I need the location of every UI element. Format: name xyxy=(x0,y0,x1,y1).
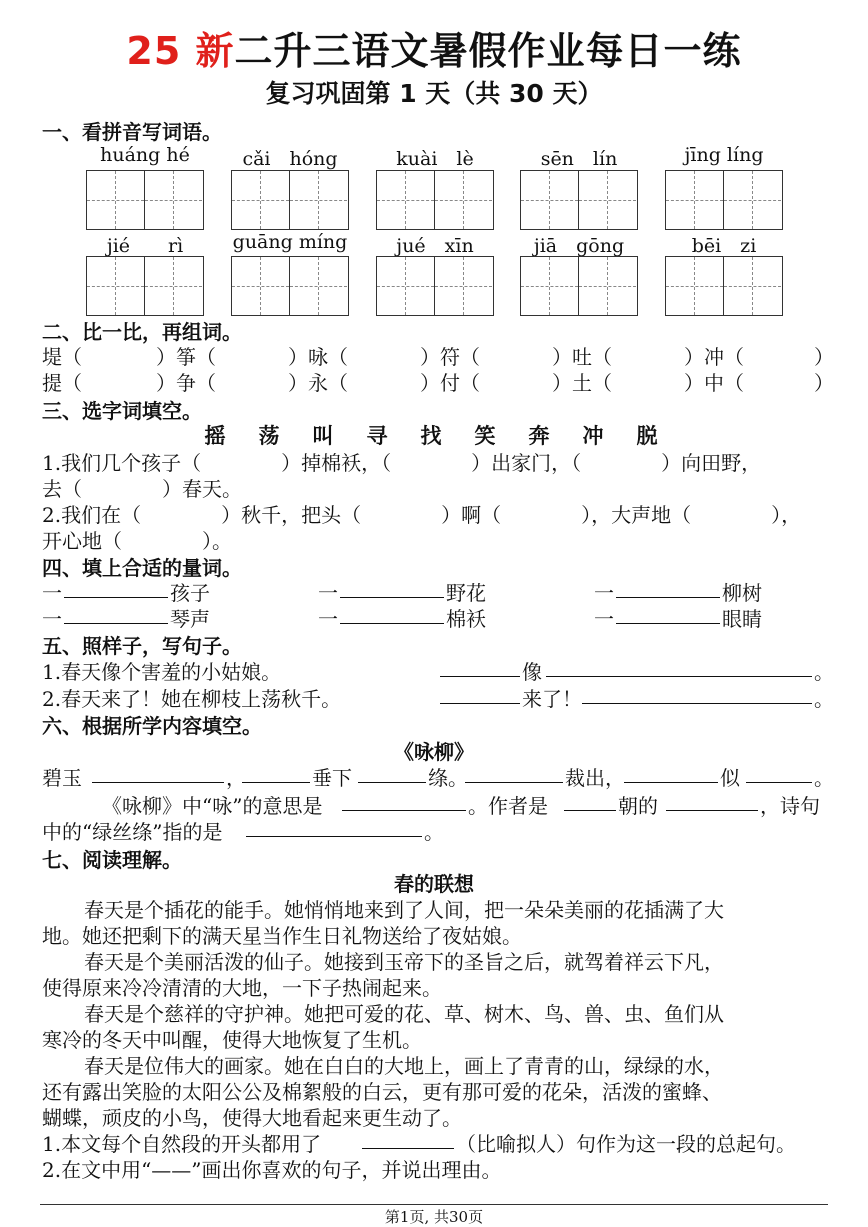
measure-noun: 棉袄 xyxy=(446,607,486,631)
grid-guide-vertical xyxy=(752,257,753,315)
poem-blank-4[interactable] xyxy=(465,782,563,783)
measure-prefix: 一 xyxy=(318,607,338,631)
grid-cell[interactable] xyxy=(377,257,435,315)
poem-l1-t4: 裁出， xyxy=(565,766,625,790)
poem-l2-t3: ，诗句 xyxy=(760,794,820,818)
measure-noun: 孩子 xyxy=(170,581,210,605)
s7-q1-blank[interactable] xyxy=(362,1148,454,1149)
grid-guide-vertical xyxy=(607,257,608,315)
pinyin-label: cǎi hóng xyxy=(242,148,338,170)
measure-prefix: 一 xyxy=(318,581,338,605)
grid-cell[interactable] xyxy=(145,257,202,315)
section6-heading: 六、根据所学内容填空。 xyxy=(42,714,262,738)
writing-grid[interactable] xyxy=(376,256,494,316)
grid-guide-vertical xyxy=(549,171,550,229)
measure-noun: 眼睛 xyxy=(722,607,762,631)
section1-heading: 一、看拼音写词语。 xyxy=(42,120,222,144)
article-title: 春的联想 xyxy=(394,872,474,896)
grid-cell[interactable] xyxy=(724,257,781,315)
grid-guide-vertical xyxy=(318,171,319,229)
page-subtitle: 复习巩固第 1 天（共 30 天） xyxy=(265,79,603,108)
poem-blank-1[interactable] xyxy=(92,782,224,783)
measure-noun: 柳树 xyxy=(722,581,762,605)
grid-cell[interactable] xyxy=(724,171,781,229)
grid-guide-vertical xyxy=(463,257,464,315)
compare-word-item: ）付（ xyxy=(420,371,480,395)
writing-grid[interactable] xyxy=(86,170,204,230)
poem-l2-t2: 朝的 xyxy=(618,794,658,818)
s7-q2: 2.在文中用“——”画出你喜欢的句子，并说出理由。 xyxy=(42,1158,502,1182)
grid-guide-vertical xyxy=(173,171,174,229)
grid-cell[interactable] xyxy=(435,171,492,229)
writing-grid[interactable] xyxy=(231,170,349,230)
compare-word-item: ） xyxy=(814,345,834,369)
poem-blank-7[interactable] xyxy=(342,810,466,811)
grid-guide-vertical xyxy=(752,171,753,229)
word-bank: 摇 荡 叫 寻 找 笑 奔 冲 脱 xyxy=(204,424,664,448)
measure-prefix: 一 xyxy=(42,581,62,605)
measure-prefix: 一 xyxy=(42,607,62,631)
s5-blank-2a[interactable] xyxy=(440,703,520,704)
title-number: 25 新 xyxy=(126,29,235,73)
measure-noun: 野花 xyxy=(446,581,486,605)
poem-l3-t0: 中的“绿丝绦”指的是 xyxy=(42,820,223,844)
s5-period1: 。 xyxy=(814,660,834,684)
grid-guide-vertical xyxy=(694,171,695,229)
s3-q2-line1: 2.我们在（ ）秋千，把头（ ）啊（ ），大声地（ ）， xyxy=(42,503,802,527)
measure-blank[interactable] xyxy=(616,597,720,598)
grid-guide-vertical xyxy=(173,257,174,315)
s5-blank-1a[interactable] xyxy=(440,676,520,677)
pinyin-label: jīng líng xyxy=(684,144,764,166)
poem-l1-t6: 。 xyxy=(814,766,834,790)
compare-word-item: ）中（ xyxy=(684,371,744,395)
writing-grid[interactable] xyxy=(665,256,783,316)
grid-guide-vertical xyxy=(318,257,319,315)
compare-word-item: ）永（ xyxy=(288,371,348,395)
compare-word-item: ） xyxy=(814,371,834,395)
pinyin-label: sēn lín xyxy=(540,148,618,170)
s5-period2: 。 xyxy=(814,687,834,711)
p3-line2: 寒冷的冬天中叫醒，使得大地恢复了生机。 xyxy=(42,1028,422,1052)
grid-cell[interactable] xyxy=(87,171,145,229)
grid-guide-vertical xyxy=(115,257,116,315)
s3-q2-line2: 开心地（ ）。 xyxy=(42,529,232,553)
measure-prefix: 一 xyxy=(594,607,614,631)
grid-cell[interactable] xyxy=(290,257,347,315)
grid-cell[interactable] xyxy=(290,171,347,229)
grid-cell[interactable] xyxy=(87,257,145,315)
writing-grid[interactable] xyxy=(520,170,638,230)
poem-l1-t2: 垂下 xyxy=(312,766,352,790)
writing-grid[interactable] xyxy=(520,256,638,316)
grid-cell[interactable] xyxy=(666,171,724,229)
grid-cell[interactable] xyxy=(579,257,636,315)
compare-word-item: 提（ xyxy=(42,371,82,395)
grid-cell[interactable] xyxy=(435,257,492,315)
footer-divider xyxy=(40,1204,828,1205)
poem-l1-t3: 绦。 xyxy=(428,766,468,790)
s5-blank-1b[interactable] xyxy=(546,676,812,677)
poem-blank-9[interactable] xyxy=(666,810,758,811)
pinyin-label: jué xīn xyxy=(396,235,474,257)
pinyin-label: jiā gōng xyxy=(533,235,625,257)
poem-title: 《咏柳》 xyxy=(394,740,474,764)
grid-cell[interactable] xyxy=(145,171,202,229)
grid-guide-vertical xyxy=(405,171,406,229)
pinyin-label: jié rì xyxy=(106,235,184,257)
grid-cell[interactable] xyxy=(232,171,290,229)
compare-word-item: ）冲（ xyxy=(684,345,744,369)
p2-line1: 春天是个美丽活泼的仙子。她接到玉帝下的圣旨之后，就驾着祥云下凡， xyxy=(84,950,724,974)
writing-grid[interactable] xyxy=(231,256,349,316)
p3-line1: 春天是个慈祥的守护神。她把可爱的花、草、树木、鸟、兽、虫、鱼们从 xyxy=(84,1002,724,1026)
p1-line1: 春天是个插花的能手。她悄悄地来到了人间，把一朵朵美丽的花插满了大 xyxy=(84,898,724,922)
grid-cell[interactable] xyxy=(232,257,290,315)
poem-l1-t5: 似 xyxy=(720,766,740,790)
grid-cell[interactable] xyxy=(521,257,579,315)
p2-line2: 使得原来冷冷清清的大地，一下子热闹起来。 xyxy=(42,976,442,1000)
grid-guide-vertical xyxy=(115,171,116,229)
section4-heading: 四、填上合适的量词。 xyxy=(42,556,242,580)
poem-l1-t1: ， xyxy=(226,766,246,790)
grid-guide-vertical xyxy=(260,171,261,229)
compare-word-item: ）争（ xyxy=(156,371,216,395)
pinyin-label: guāng míng xyxy=(232,231,348,253)
section5-heading: 五、照样子，写句子。 xyxy=(42,634,242,658)
p1-line2: 地。她还把剩下的满天星当作生日礼物送给了夜姑娘。 xyxy=(42,924,522,948)
compare-word-item: 堤（ xyxy=(42,345,82,369)
grid-guide-vertical xyxy=(607,171,608,229)
measure-blank[interactable] xyxy=(64,623,168,624)
poem-l2-t1: 。作者是 xyxy=(468,794,548,818)
p4-line3: 蝴蝶，顽皮的小鸟，使得大地看起来更生动了。 xyxy=(42,1106,462,1130)
section3-heading: 三、选字词填空。 xyxy=(42,399,202,423)
poem-blank-6[interactable] xyxy=(746,782,812,783)
measure-blank[interactable] xyxy=(616,623,720,624)
compare-word-item: ）咏（ xyxy=(288,345,348,369)
poem-l3-t1: 。 xyxy=(424,820,444,844)
p4-line2: 还有露出笑脸的太阳公公及棉絮般的白云，更有那可爱的花朵，活泼的蜜蜂、 xyxy=(42,1080,722,1104)
section7-heading: 七、阅读理解。 xyxy=(42,848,182,872)
title-text: 二升三语文暑假作业每日一练 xyxy=(234,29,742,73)
s5-example2: 2.春天来了！她在柳枝上荡秋千。 xyxy=(42,687,342,711)
s5-mid1: 像 xyxy=(522,660,542,684)
poem-blank-5[interactable] xyxy=(624,782,718,783)
measure-blank[interactable] xyxy=(64,597,168,598)
poem-l1-t0: 碧玉 xyxy=(42,766,82,790)
s7-q1a: 1.本文每个自然段的开头都用了 xyxy=(42,1132,322,1156)
measure-noun: 琴声 xyxy=(170,607,210,631)
grid-cell[interactable] xyxy=(579,171,636,229)
grid-guide-vertical xyxy=(549,257,550,315)
pinyin-label: bēi zi xyxy=(691,235,757,257)
grid-guide-vertical xyxy=(463,171,464,229)
grid-cell[interactable] xyxy=(377,171,435,229)
compare-word-item: ）土（ xyxy=(552,371,612,395)
measure-blank[interactable] xyxy=(340,623,444,624)
pinyin-label: huáng hé xyxy=(100,144,190,166)
p4-line1: 春天是位伟大的画家。她在白白的大地上，画上了青青的山，绿绿的水， xyxy=(84,1054,724,1078)
s3-q1-line1: 1.我们几个孩子（ ）掉棉袄，（ ）出家门，（ ）向田野， xyxy=(42,451,762,475)
page-footer: 第1页, 共30页 xyxy=(384,1208,484,1226)
grid-cell[interactable] xyxy=(521,171,579,229)
s3-q1-line2: 去（ ）春天。 xyxy=(42,477,242,501)
s7-q1b: （比喻拟人）句作为这一段的总起句。 xyxy=(456,1132,796,1156)
compare-word-item: ）符（ xyxy=(420,345,480,369)
poem-blank-8[interactable] xyxy=(564,810,616,811)
writing-grid[interactable] xyxy=(86,256,204,316)
writing-grid[interactable] xyxy=(665,170,783,230)
measure-prefix: 一 xyxy=(594,581,614,605)
s5-mid2: 来了！ xyxy=(522,687,582,711)
writing-grid[interactable] xyxy=(376,170,494,230)
poem-blank-3[interactable] xyxy=(358,782,426,783)
section2-heading: 二、比一比，再组词。 xyxy=(42,320,242,344)
measure-blank[interactable] xyxy=(340,597,444,598)
grid-guide-vertical xyxy=(694,257,695,315)
poem-blank-10[interactable] xyxy=(246,836,422,837)
grid-guide-vertical xyxy=(260,257,261,315)
grid-cell[interactable] xyxy=(666,257,724,315)
page-title xyxy=(0,20,868,75)
s5-example1: 1.春天像个害羞的小姑娘。 xyxy=(42,660,282,684)
compare-word-item: ）吐（ xyxy=(552,345,612,369)
poem-l2-t0: 《咏柳》中“咏”的意思是 xyxy=(102,794,323,818)
compare-word-item: ）筝（ xyxy=(156,345,216,369)
pinyin-label: kuài lè xyxy=(396,148,474,170)
grid-guide-vertical xyxy=(405,257,406,315)
poem-blank-2[interactable] xyxy=(242,782,310,783)
s5-blank-2b[interactable] xyxy=(582,703,812,704)
